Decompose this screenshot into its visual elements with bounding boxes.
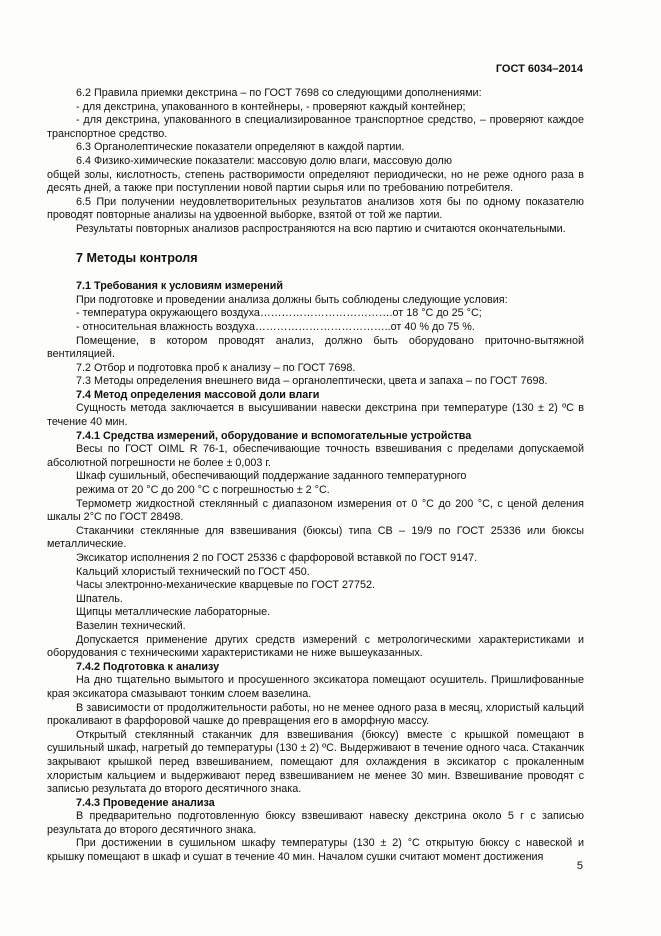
paragraph: Шпатель. [76, 592, 123, 605]
paragraph: - относительная влажность воздуха………………………………..от 40 % до 75 %. [76, 320, 475, 333]
paragraph: Щипцы металлические лабораторные. [76, 606, 271, 619]
paragraph: Весы по ГОСТ OIML R 76-1, обеспечивающие точность взвешивания с пределами допускаемой абсолютной погрешности не более ± 0,003 г. [47, 443, 584, 469]
paragraph: При достижении в сушильном шкафу температуры (130 ± 2) °С открытую бюксу с навеской и крышку помещают в шкаф и сушат в течение 40 мин. Началом сушки считают момент достижения [47, 837, 584, 864]
subsection-heading: 7.4 Метод определения массовой доли влаги [76, 388, 320, 401]
paragraph: Вазелин технический. [76, 619, 186, 632]
document-body [47, 87, 584, 865]
paragraph: Шкаф сушильный, обеспечивающий поддержание заданного температурного [76, 470, 467, 483]
paragraph: режима от 20 °С до 200 °С с погрешностью ± 2 °С. [76, 484, 330, 497]
subsection-heading: 7.4.2 Подготовка к анализу [76, 660, 220, 673]
paragraph: 6.3 Органолептические показатели определяют в каждой партии. [76, 141, 405, 154]
paragraph: 6.2 Правила приемки декстрина – по ГОСТ 7698 со следующими дополнениями: [76, 87, 482, 99]
paragraph: Кальций хлористый технический по ГОСТ 450. [76, 565, 310, 578]
paragraph: Стаканчики стеклянные для взвешивания (бюксы) типа СВ – 19/9 по ГОСТ 25336 или бюксы металлические. [47, 524, 584, 551]
paragraph: - для декстрина, упакованного в контейнеры, - проверяют каждый контейнер; [76, 100, 466, 113]
paragraph: 7.3 Методы определения внешнего вида – органолептически, цвета и запаха – по ГОСТ 7698. [76, 375, 548, 388]
paragraph: 7.2 Отбор и подготовка проб к анализу – по ГОСТ 7698. [76, 361, 356, 374]
paragraph: Помещение, в котором проводят анализ, должно быть оборудовано приточно-вытяжной вентиляцией. [47, 334, 584, 361]
paragraph: 6.5 При получении неудовлетворительных результатов анализов хотя бы по одному показателю проводят повторные анализы на удвоенной выборке, взятой от той же партии. [47, 195, 584, 222]
page-number: 5 [576, 860, 583, 872]
subsection-heading: 7.4.3 Проведение анализа [76, 796, 215, 809]
subsection-heading: 7.4.1 Средства измерений, оборудование и вспомогательные устройства [76, 429, 472, 442]
paragraph: Сущность метода заключается в высушивании навески декстрина при температуре (130 ± 2) ºС в течение 40 мин. [47, 402, 584, 429]
paragraph: общей золы, кислотность, степень растворимости определяют периодически, но не реже одного раза в десять дней, а также при поступлении новой партии сырья или по требованию потребителя. [47, 168, 584, 195]
paragraph: В предварительно подготовленную бюксу взвешивают навеску декстрина около 5 г с записью результата до второго десятичного знака. [47, 810, 584, 836]
paragraph: Эксикатор исполнения 2 по ГОСТ 25336 с фарфоровой вставкой по ГОСТ 9147. [76, 552, 478, 564]
paragraph: 6.4 Физико-химические показатели: массовую долю влаги, массовую долю [76, 154, 452, 167]
paragraph: Часы электронно-механические кварцевые по ГОСТ 27752. [76, 579, 375, 592]
paragraph: Результаты повторных анализов распространяются на всю партию и считаются окончательными. [76, 222, 566, 235]
paragraph: В зависимости от продолжительности работы, но не менее одного раза в месяц, хлористый кальций прокаливают в фарфоровой чашке до превращения его в аморфную массу. [47, 701, 584, 728]
paragraph: Допускается применение других средств измерений с метрологическими характеристиками и оборудования с техническими характеристиками не ниже вышеуказанных. [47, 633, 584, 660]
paragraph: - для декстрина, упакованного в специализированное транспортное средство, – проверяют каждое транспортное средство. [47, 114, 584, 140]
paragraph: Открытый стеклянный стаканчик для взвешивания (бюксу) вместе с крышкой помещают в сушильный шкаф, нагретый до температуры (130 ± 2) ºС. Выдерживают в течение одного часа. Стаканчик закрывают крышкой перед взвешиванием, помещают для охлаждения в эксикатор с прокаленным хлористым кальцием и выдерживают перед взвешиванием не менее 30 мин. Взвешивание проводят с записью результата до второго десятичного знака. [47, 728, 584, 796]
paragraph: При подготовке и проведении анализа должны быть соблюдены следующие условия: [76, 293, 508, 306]
subsection-heading: 7.1 Требования к условиям измерений [76, 280, 284, 293]
document-header: ГОСТ 6034–2014 [495, 63, 583, 75]
section-title: 7 Методы контроля [76, 250, 198, 265]
paragraph: Термометр жидкостной стеклянный с диапазоном измерения от 0 °С до 200 °С, с ценой деления шкалы 2°С по ГОСТ 28498. [47, 497, 584, 524]
paragraph: На дно тщательно вымытого и просушенного эксикатора помещают осушитель. Пришлифованные края эксикатора смазывают тонким слоем вазелина. [47, 674, 584, 700]
paragraph: - температура окружающего воздуха……………………………….от 18 °С до 25 °С; [76, 307, 482, 320]
